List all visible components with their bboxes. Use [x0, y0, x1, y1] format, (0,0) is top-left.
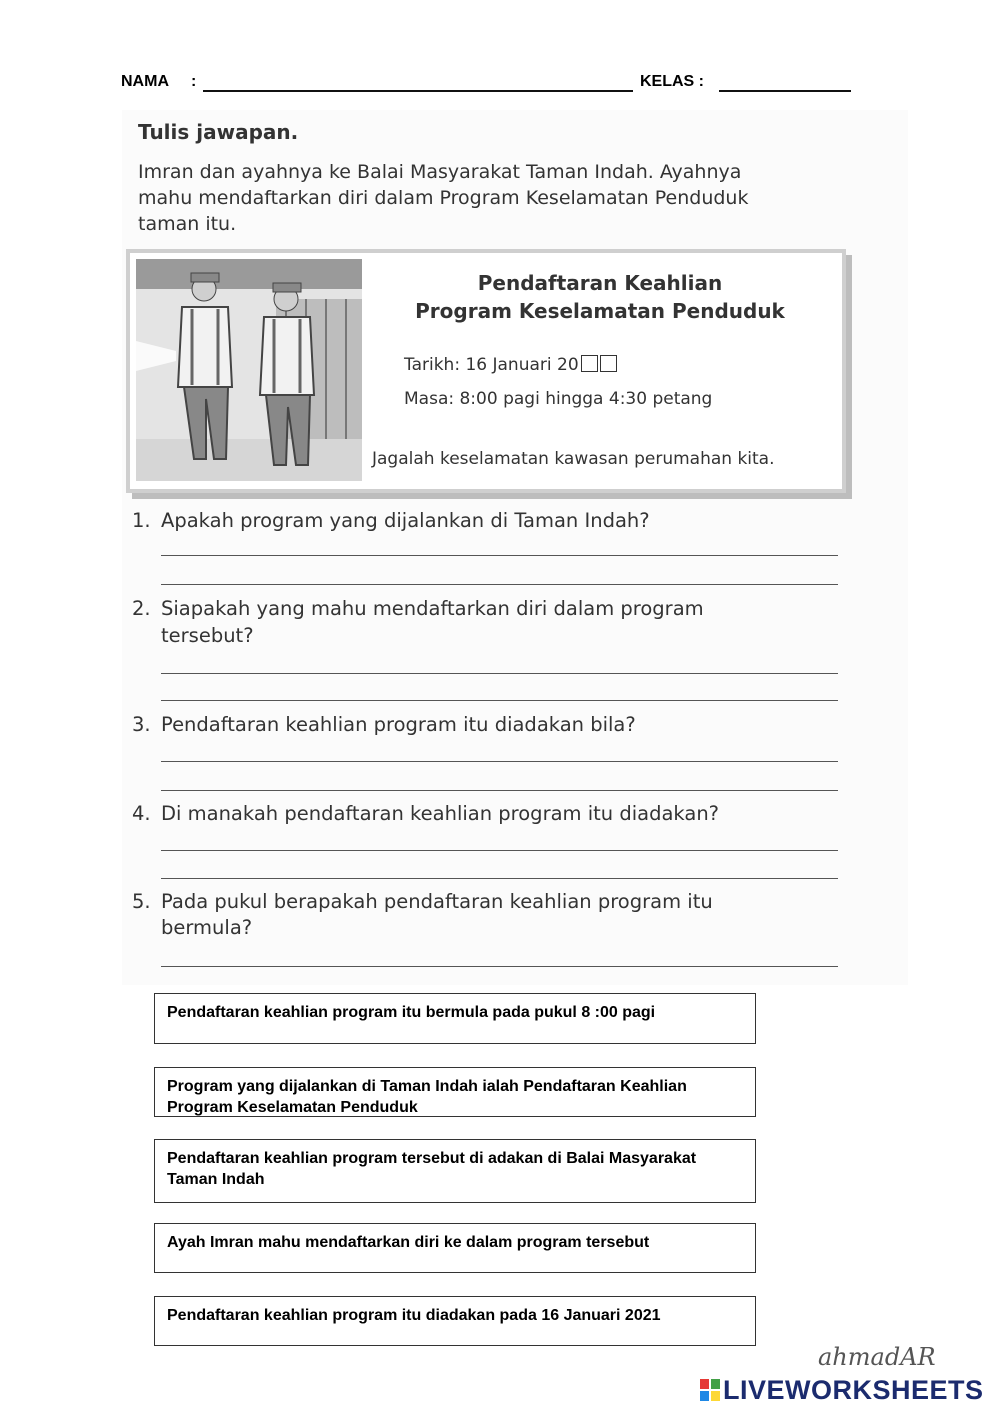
author-signature: ahmadAR: [818, 1343, 936, 1371]
answer-line: [161, 761, 838, 762]
answer-box-5[interactable]: Pendaftaran keahlian program itu diadakan pada 16 Januari 2021: [154, 1296, 756, 1346]
guards-image: [136, 259, 362, 481]
class-label: KELAS :: [640, 73, 704, 90]
question-text: bermula?: [161, 916, 253, 939]
name-blank: [203, 90, 633, 92]
answer-line: [161, 966, 838, 967]
notice-time: Masa: 8:00 pagi hingga 4:30 petang: [404, 389, 713, 409]
question-text: Pada pukul berapakah pendaftaran keahlian program itu: [161, 890, 713, 913]
instruction: Tulis jawapan.: [138, 120, 299, 144]
answer-line: [161, 584, 838, 585]
passage-line: mahu mendaftarkan diri dalam Program Keselamatan Penduduk: [138, 187, 749, 209]
notice-subtitle: Program Keselamatan Penduduk: [415, 299, 785, 323]
notice-title: Pendaftaran Keahlian: [477, 271, 723, 295]
scanned-worksheet: [122, 110, 908, 985]
passage-line: taman itu.: [138, 213, 237, 235]
question-text: tersebut?: [161, 624, 254, 647]
question-text: Siapakah yang mahu mendaftarkan diri dalam program: [161, 597, 704, 620]
liveworksheets-brand[interactable]: LIVEWORKSHEETS: [723, 1375, 984, 1405]
notice-date-text: Tarikh: 16 Januari 20: [404, 355, 579, 375]
answer-line: [161, 850, 838, 851]
name-colon: :: [191, 73, 197, 90]
class-blank: [719, 90, 851, 92]
name-label: NAMA: [121, 73, 169, 90]
question-text: Pendaftaran keahlian program itu diadakan bila?: [161, 713, 636, 736]
question-number: 3.: [132, 713, 151, 736]
year-box: [581, 355, 598, 372]
liveworksheets-logo-icon: [700, 1379, 720, 1401]
answer-box-4[interactable]: Ayah Imran mahu mendaftarkan diri ke dalam program tersebut: [154, 1223, 756, 1273]
guards-illustration: [136, 259, 362, 481]
notice-date: [404, 355, 617, 375]
registration-notice: [126, 249, 846, 493]
answer-line: [161, 790, 838, 791]
year-box: [600, 355, 617, 372]
answer-box-1[interactable]: Pendaftaran keahlian program itu bermula pada pukul 8 :00 pagi: [154, 993, 756, 1044]
question-number: 4.: [132, 802, 151, 825]
passage-line: Imran dan ayahnya ke Balai Masyarakat Taman Indah. Ayahnya: [138, 161, 742, 183]
question-number: 1.: [132, 509, 151, 532]
question-number: 2.: [132, 597, 151, 620]
question-number: 5.: [132, 890, 151, 913]
question-text: Apakah program yang dijalankan di Taman Indah?: [161, 509, 650, 532]
answer-line: [161, 700, 838, 701]
answer-box-3[interactable]: Pendaftaran keahlian program tersebut di adakan di Balai Masyarakat Taman Indah: [154, 1139, 756, 1203]
question-text: Di manakah pendaftaran keahlian program itu diadakan?: [161, 802, 720, 825]
answer-box-2[interactable]: Program yang dijalankan di Taman Indah ialah Pendaftaran Keahlian Program Keselamatan Penduduk: [154, 1067, 756, 1117]
answer-line: [161, 878, 838, 879]
answer-line: [161, 555, 838, 556]
notice-slogan: Jagalah keselamatan kawasan perumahan kita.: [372, 449, 775, 469]
answer-line: [161, 673, 838, 674]
